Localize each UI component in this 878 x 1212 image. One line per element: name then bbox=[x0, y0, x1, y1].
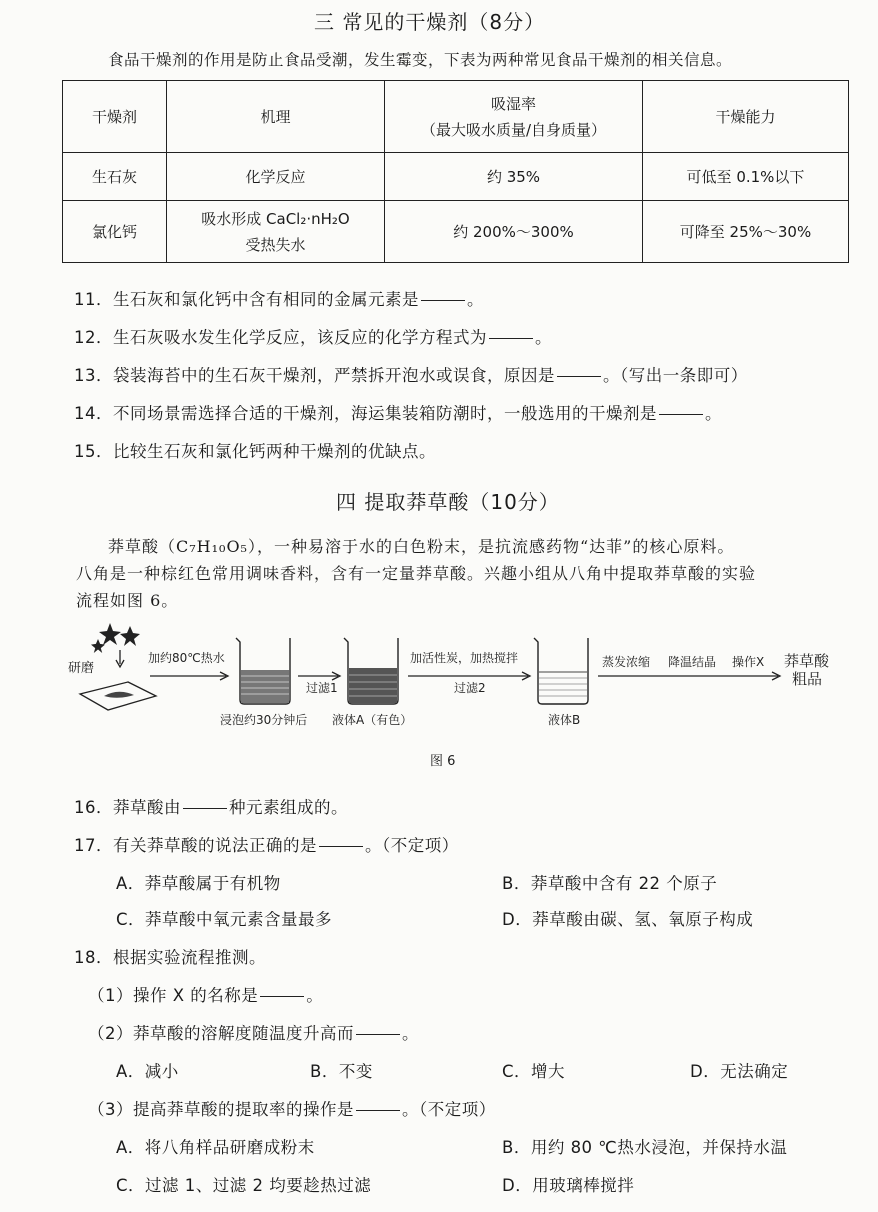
question-text: 。（写出一条即可） bbox=[603, 366, 748, 385]
beaker-icon bbox=[534, 638, 588, 704]
question-text: 11．生石灰和氯化钙中含有相同的金属元素是 bbox=[74, 290, 419, 309]
section4-intro-line2: 八角是一种棕红色常用调味香料，含有一定量莽草酸。兴趣小组从八角中提取莽草酸的实验 bbox=[76, 564, 757, 583]
option-a: A．减小 bbox=[116, 1062, 179, 1081]
table-cell: 可降至 25%～30% bbox=[643, 201, 849, 263]
cell-line: 吸水形成 CaCl₂·nH₂O bbox=[201, 209, 350, 228]
section3-intro: 食品干燥剂的作用是防止食品受潮，发生霉变，下表为两种常见食品干燥剂的相关信息。 bbox=[108, 51, 733, 69]
question-text: 种元素组成的。 bbox=[229, 798, 348, 817]
option-c: C．增大 bbox=[502, 1062, 566, 1081]
table-cell: 可低至 0.1%以下 bbox=[643, 153, 849, 201]
answer-blank bbox=[659, 414, 703, 415]
mortar-plate-icon bbox=[80, 682, 156, 710]
question-17 bbox=[74, 832, 459, 856]
question-text: 。 bbox=[402, 1024, 419, 1043]
question-12 bbox=[74, 324, 552, 348]
table-header-cell: 干燥能力 bbox=[643, 81, 849, 153]
question-18-part2 bbox=[88, 1020, 419, 1044]
question-text: 。 bbox=[535, 328, 552, 347]
question-18: 18．根据实验流程推测。 bbox=[74, 948, 266, 967]
question-text: 。（不定项） bbox=[365, 836, 459, 855]
figure-caption: 图 6 bbox=[430, 754, 456, 769]
option-c: C．莽草酸中氧元素含量最多 bbox=[116, 910, 333, 929]
question-text: 。 bbox=[306, 986, 324, 1005]
answer-blank bbox=[557, 376, 601, 377]
section3-title: 三 常见的干燥剂（8分） bbox=[314, 10, 546, 34]
cell-line: 受热失水 bbox=[245, 235, 306, 254]
cool-crystallize-label: 降温结晶 bbox=[668, 655, 717, 669]
grind-label: 研磨 bbox=[68, 661, 95, 676]
option-d: D．莽草酸由碳、氢、氧原子构成 bbox=[502, 910, 754, 929]
question-text: 14．不同场景需选择合适的干燥剂，海运集装箱防潮时，一般选用的干燥剂是 bbox=[74, 404, 657, 423]
question-text: （1）操作 X 的名称是 bbox=[88, 986, 259, 1005]
question-text: 16．莽草酸由 bbox=[74, 798, 181, 817]
question-text: 。 bbox=[705, 404, 722, 423]
question-18-part3 bbox=[88, 1096, 496, 1120]
option-b: B．不变 bbox=[310, 1062, 373, 1081]
answer-blank bbox=[489, 338, 533, 339]
option-c: C．过滤 1、过滤 2 均要趁热过滤 bbox=[116, 1176, 372, 1195]
option-a: A．将八角样品研磨成粉末 bbox=[116, 1138, 315, 1157]
answer-blank bbox=[356, 1034, 400, 1035]
question-text: 17．有关莽草酸的说法正确的是 bbox=[74, 836, 317, 855]
extraction-flow-diagram bbox=[58, 620, 858, 740]
section4-intro-line1: 莽草酸（C₇H₁₀O₅），一种易溶于水的白色粉末，是抗流感药物“达菲”的核心原料。 bbox=[108, 537, 735, 556]
desiccant-table bbox=[62, 80, 849, 263]
star-anise-icon bbox=[91, 623, 140, 653]
question-text: 。 bbox=[467, 290, 484, 309]
section4-title: 四 提取莽草酸（10分） bbox=[336, 490, 560, 514]
beaker-icon bbox=[344, 638, 398, 704]
table-cell: 约 200%～300% bbox=[385, 201, 643, 263]
answer-blank bbox=[421, 300, 465, 301]
table-row bbox=[63, 201, 849, 263]
question-text: （2）莽草酸的溶解度随温度升高而 bbox=[88, 1024, 354, 1043]
liquid-a-label: 液体A（有色） bbox=[332, 713, 413, 727]
header-line: 吸湿率 bbox=[490, 94, 536, 113]
table-cell: 氯化钙 bbox=[63, 201, 167, 263]
option-d: D．无法确定 bbox=[690, 1062, 789, 1081]
question-text: 13．袋装海苔中的生石灰干燥剂，严禁拆开泡水或误食，原因是 bbox=[74, 366, 555, 385]
table-row bbox=[63, 153, 849, 201]
step2-label: 加活性炭，加热搅拌 bbox=[410, 651, 519, 665]
table-cell: 生石灰 bbox=[63, 153, 167, 201]
question-16 bbox=[74, 794, 348, 818]
filter2-label: 过滤2 bbox=[454, 681, 486, 695]
section4-intro-line3: 流程如图 6。 bbox=[76, 591, 179, 610]
answer-blank bbox=[260, 996, 304, 997]
option-b: B．莽草酸中含有 22 个原子 bbox=[502, 874, 718, 893]
question-text: 12．生石灰吸水发生化学反应，该反应的化学方程式为 bbox=[74, 328, 487, 347]
table-header-cell: 机理 bbox=[167, 81, 385, 153]
question-15: 15．比较生石灰和氯化钙两种干燥剂的优缺点。 bbox=[74, 442, 436, 461]
question-text: 。（不定项） bbox=[402, 1100, 496, 1119]
question-14 bbox=[74, 400, 722, 424]
table-header-cell bbox=[385, 81, 643, 153]
table-cell bbox=[167, 201, 385, 263]
step1-label: 加约80℃热水 bbox=[148, 651, 225, 665]
table-header-cell: 干燥剂 bbox=[63, 81, 167, 153]
question-13 bbox=[74, 362, 748, 386]
answer-blank bbox=[319, 846, 363, 847]
question-text: （3）提高莽草酸的提取率的操作是 bbox=[88, 1100, 354, 1119]
soak-label: 浸泡约30分钟后 bbox=[220, 713, 308, 727]
question-18-part1 bbox=[88, 982, 323, 1006]
header-line: （最大吸水质量/自身质量） bbox=[420, 120, 607, 139]
product-label: 粗品 bbox=[792, 670, 823, 688]
liquid-b-label: 液体B bbox=[548, 713, 581, 727]
operation-x-label: 操作X bbox=[732, 655, 765, 669]
table-cell: 化学反应 bbox=[167, 153, 385, 201]
option-d: D．用玻璃棒搅拌 bbox=[502, 1176, 635, 1195]
question-11 bbox=[74, 286, 484, 310]
answer-blank bbox=[183, 808, 227, 809]
table-cell: 约 35% bbox=[385, 153, 643, 201]
table-header-row bbox=[63, 81, 849, 153]
option-a: A．莽草酸属于有机物 bbox=[116, 874, 281, 893]
product-label: 莽草酸 bbox=[784, 652, 830, 670]
evaporate-label: 蒸发浓缩 bbox=[602, 655, 651, 669]
answer-blank bbox=[356, 1110, 400, 1111]
option-b: B．用约 80 ℃热水浸泡，并保持水温 bbox=[502, 1138, 788, 1157]
filter1-label: 过滤1 bbox=[306, 681, 338, 695]
beaker-icon bbox=[236, 638, 290, 704]
